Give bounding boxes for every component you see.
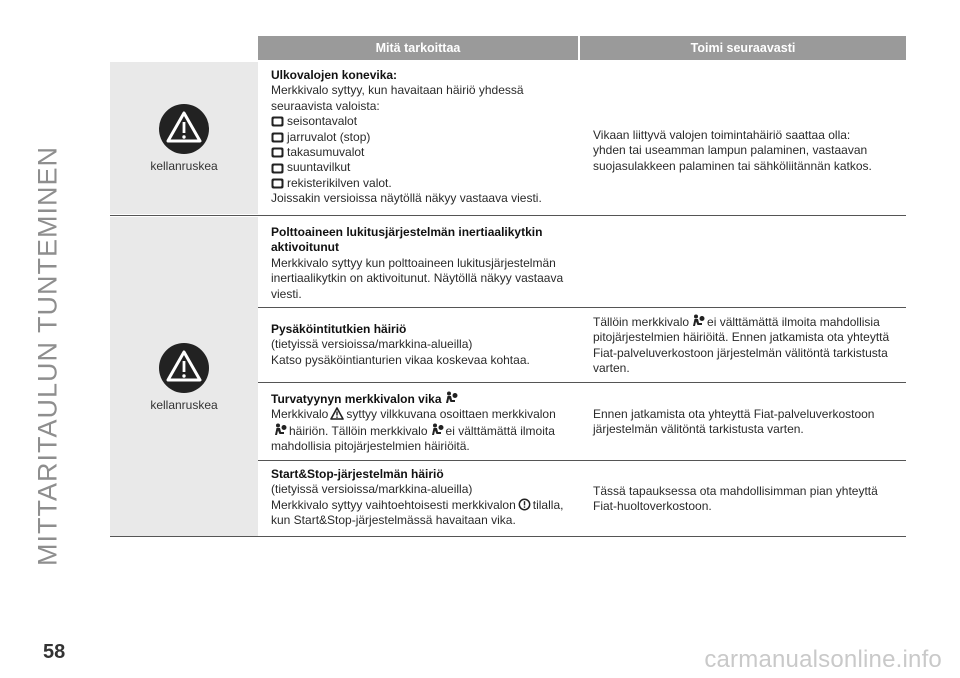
- list-item-label: rekisterikilven valot.: [287, 175, 392, 190]
- row-title: Pysäköintitutkien häiriö: [271, 322, 407, 336]
- row-title: Turvatyynyn merkkivalon vika: [271, 392, 442, 406]
- row-external-lights-action: [593, 128, 901, 174]
- row-text: ei välttämättä ilmoita: [445, 423, 555, 438]
- warning-triangle-icon: [158, 103, 210, 155]
- row-footer: Joissakin versioissa näytöllä näkyy vastaava viesti.: [271, 191, 542, 206]
- row-title-line: [271, 391, 571, 407]
- list-item-label: takasumuvalot: [287, 145, 365, 160]
- row-airbag-light-action: [593, 407, 901, 438]
- action-line: järjestelmän välitöntä tarkistusta varten.: [593, 422, 804, 437]
- row-line: seuraavista valoista:: [271, 98, 380, 113]
- watermark: carmanualsonline.info: [704, 646, 942, 673]
- warning-color-label: kellanruskea: [150, 159, 218, 173]
- action-line: yhden tai useamman lampun palaminen, vastaavan: [593, 143, 868, 158]
- airbag-person-icon: [430, 423, 444, 437]
- airbag-person-icon: [273, 423, 287, 437]
- action-line: Tässä tapauksessa ota mahdollisimman pian yhteyttä: [593, 484, 878, 498]
- action-line: varten.: [593, 361, 630, 376]
- row-title: Ulkovalojen konevika:: [271, 68, 398, 82]
- action-line: Fiat-palveluverkostoon järjestelmän välitöntä tarkistusta: [593, 345, 888, 360]
- bulb-icon: [271, 132, 284, 143]
- row-line: (tietyissä versioissa/markkina-alueilla): [271, 337, 473, 352]
- warning-light-cell: [110, 62, 258, 214]
- list-item-label: jarruvalot (stop): [287, 129, 371, 144]
- row-external-lights-description: [271, 68, 571, 207]
- action-text: ei välttämättä ilmoita mahdollisia: [707, 315, 880, 329]
- action-line: [593, 314, 901, 330]
- airbag-person-icon: [444, 391, 458, 405]
- row-title: Polttoaineen lukitusjärjestelmän inertiaalikytkin: [271, 225, 543, 239]
- row-fuel-cutoff-description: [271, 225, 571, 302]
- row-title: Start&Stop-järjestelmän häiriö: [271, 467, 444, 481]
- row-divider: [258, 307, 906, 308]
- bulb-icon: [271, 163, 284, 174]
- row-line: [271, 423, 571, 439]
- warning-triangle-icon: [330, 407, 344, 420]
- row-line: kun Start&Stop-järjestelmässä havaitaan vika.: [271, 513, 516, 528]
- action-line: Fiat-huoltoverkostoon.: [593, 499, 712, 514]
- page-number: 58: [43, 641, 66, 663]
- warning-triangle-icon: [158, 342, 210, 394]
- action-line: Ennen jatkamista ota yhteyttä Fiat-palveluverkostoon: [593, 407, 875, 421]
- bulb-icon: [271, 116, 284, 127]
- section-side-title: MITTARITAULUN TUNTEMINEN: [32, 146, 63, 566]
- header-blank-cell: [110, 36, 258, 60]
- bulb-icon: [271, 147, 284, 158]
- list-item-label: seisontavalot: [287, 114, 358, 129]
- row-start-stop-action: [593, 484, 901, 515]
- row-start-stop-description: [271, 467, 571, 529]
- list-item: [271, 130, 571, 145]
- table-bottom-border: [110, 536, 906, 537]
- row-divider: [258, 460, 906, 461]
- row-title: aktivoitunut: [271, 240, 339, 255]
- row-parking-sensor-description: [271, 322, 571, 368]
- warning-light-cell: [110, 217, 258, 536]
- list-item: [271, 160, 571, 175]
- row-divider: [258, 382, 906, 383]
- list-item: [271, 176, 571, 191]
- row-line: mahdollisia pitojärjestelmien häiriöitä.: [271, 439, 470, 454]
- list-item-label: suuntavilkut: [287, 160, 351, 175]
- action-line: suojasulakkeen palaminen tai sähköliitännän katkos.: [593, 158, 872, 173]
- airbag-person-icon: [691, 314, 705, 328]
- warning-color-label: kellanruskea: [150, 397, 218, 412]
- header-action: Toimi seuraavasti: [580, 36, 906, 60]
- list-item: [271, 114, 571, 129]
- row-line: Merkkivalo syttyy kun polttoaineen lukitusjärjestelmän: [271, 255, 556, 270]
- list-item: [271, 145, 571, 160]
- row-line: inertiaalikytkin on aktivoitunut. Näytöllä näkyy vastaava: [271, 271, 564, 286]
- table-header: [110, 36, 906, 60]
- row-line: (tietyissä versioissa/markkina-alueilla): [271, 482, 473, 497]
- bulb-icon: [271, 178, 284, 189]
- row-line: [271, 498, 571, 513]
- action-text: Tällöin merkkivalo: [593, 315, 690, 329]
- row-text: Merkkivalo: [271, 407, 329, 422]
- row-text: häiriön. Tällöin merkkivalo: [289, 423, 428, 438]
- row-parking-sensor-action: [593, 314, 901, 377]
- row-airbag-light-description: [271, 391, 571, 455]
- action-line: Vikaan liittyvä valojen toimintahäiriö saattaa olla:: [593, 128, 851, 142]
- row-text: tilalla,: [532, 497, 564, 512]
- row-line: viesti.: [271, 286, 302, 301]
- row-line: Katso pysäköintianturien vikaa koskevaa kohtaa.: [271, 352, 530, 367]
- header-meaning: Mitä tarkoittaa: [258, 36, 578, 60]
- row-text: syttyy vilkkuvana osoittaen merkkivalon: [346, 407, 556, 422]
- row-divider: [110, 215, 906, 216]
- row-text: Merkkivalo syttyy vaihtoehtoisesti merkkivalon: [271, 497, 516, 512]
- row-line: [271, 407, 571, 422]
- row-line: Merkkivalo syttyy, kun havaitaan häiriö yhdessä: [271, 83, 524, 98]
- action-line: pitojärjestelmien häiriöitä. Ennen jatkamista ota yhteyttä: [593, 330, 890, 345]
- engine-fault-icon: [518, 498, 531, 511]
